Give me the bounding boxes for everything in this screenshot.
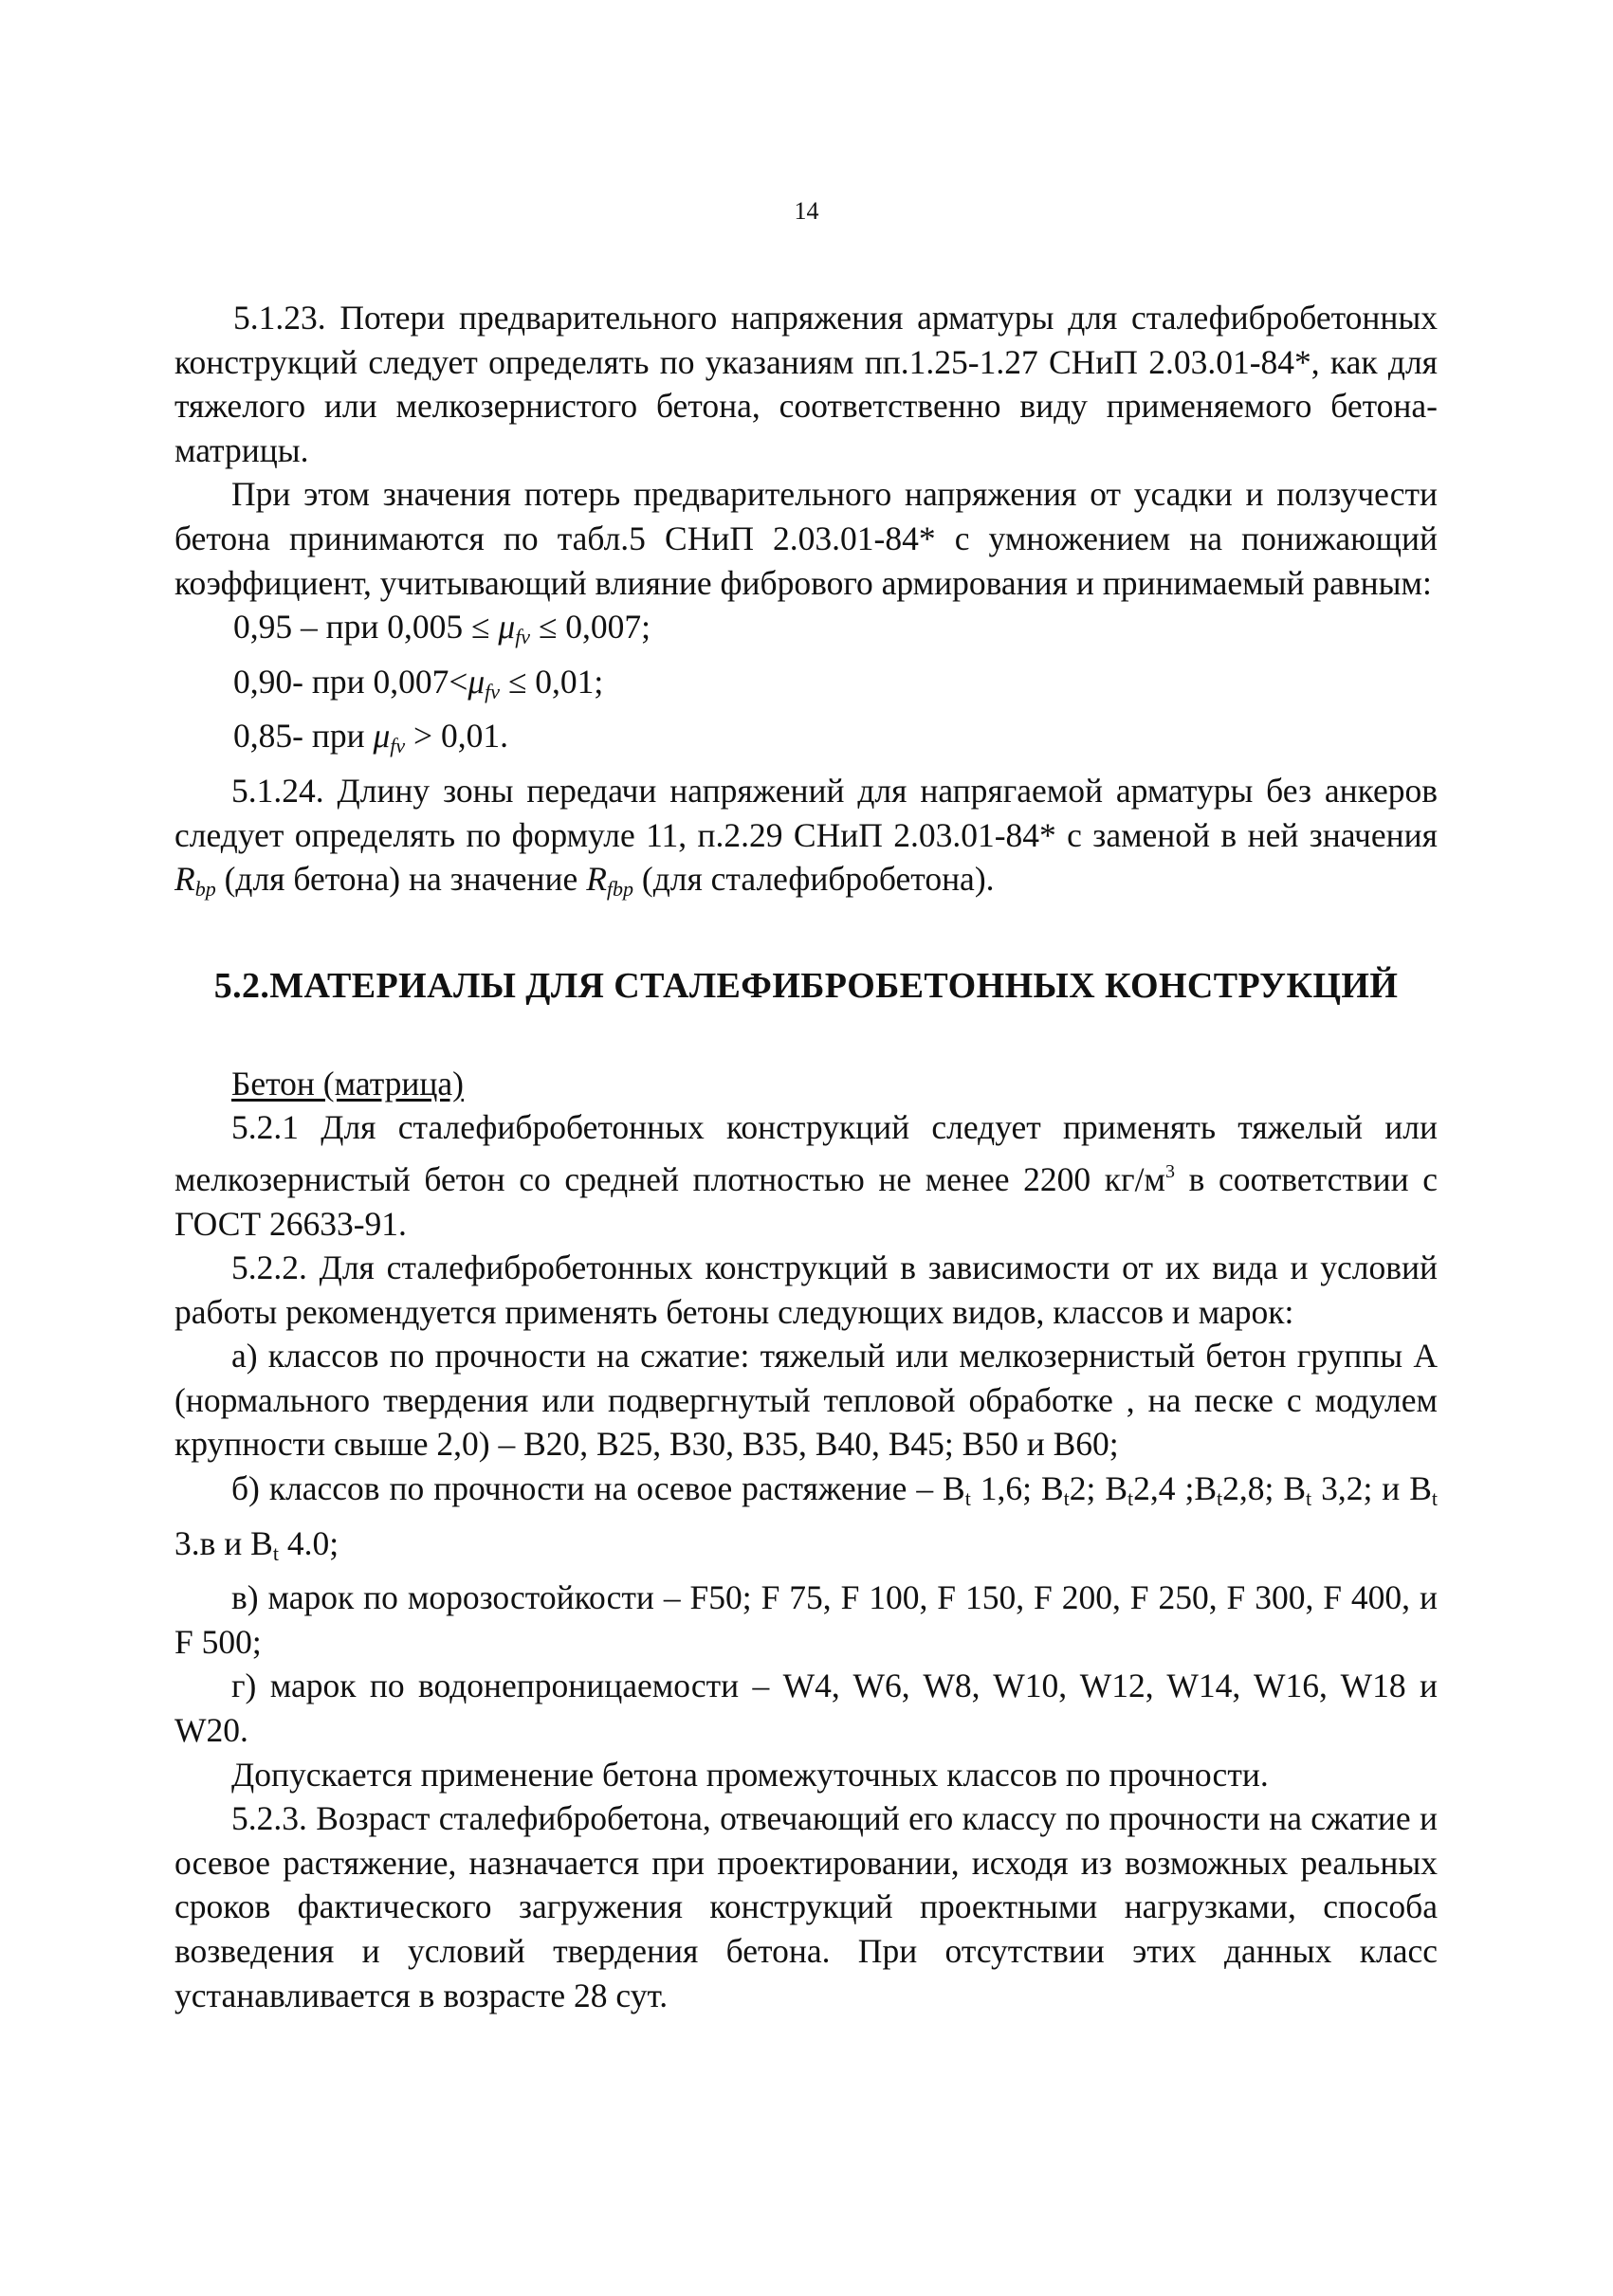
paragraph-losses: При этом значения потерь предварительного напряжения от усадки и ползучести бетона принимаются по табл.5 СНиП 2.03.01-84* с умножением на понижающий коэффициент, учитывающий влияние фибрового армирования и принимаемый равным:	[174, 475, 1438, 602]
section-heading-5-2: 5.2.МАТЕРИАЛЫ ДЛЯ СТАЛЕФИБРОБЕТОННЫХ КОНСТРУКЦИЙ	[213, 965, 1399, 1006]
page-number: 14	[794, 197, 819, 225]
subheading-concrete-matrix: Бетон (матрица)	[231, 1064, 464, 1102]
paragraph-allowed-classes: Допускается применение бетона промежуточных классов по прочности.	[231, 1755, 1269, 1794]
condition-line-2: 0,90- при $0,007<\mu_{fv} \le 0,01$;	[233, 662, 604, 703]
list-item-v: в) марок по морозостойкости – F50; F 75, F 100, F 150, F 200, F 250, F 300, F 400, и F 500;	[174, 1578, 1438, 1661]
list-item-b: б) классов по прочности на осевое растяжение – Bt 1,6; Bt2; Bt2,4 ;Bt2,8; Bt 3,2; и Bt 3.в и Bt 4.0;	[174, 1469, 1439, 1565]
paragraph-5-1-24: 5.1.24. Длину зоны передачи напряжений для напрягаемой арматуры без анкеров следует определять по формуле 11, п.2.29 СНиП 2.03.01-84* с заменой в ней значения $R_{bp}$ (для бетона) на значение $R_{fbp}$ (для сталефибробетона).	[174, 771, 1438, 902]
document-body	[174, 296, 1438, 2017]
paragraph-5-2-2: 5.2.2. Для сталефибробетонных конструкций в зависимости от их вида и условий работы рекомендуется применять бетоны следующих видов, классов и марок:	[174, 1248, 1438, 1331]
paragraph-5-2-3: 5.2.3. Возраст сталефибробетона, отвечающий его классу по прочности на сжатие и осевое растяжение, назначается при проектировании, исходя из возможных реальных сроков фактического загружения конструкций проектными нагрузками, способа возведения и условий твердения бетона. При отсутствии этих данных класс устанавливается в возрасте 28 сут.	[174, 1799, 1438, 2014]
condition-line-3: 0,85- при $\mu_{fv} > 0,01$.	[233, 717, 508, 758]
list-item-g: г) марок по водонепроницаемости – W4, W6, W8, W10, W12, W14, W16, W18 и W20.	[174, 1667, 1438, 1750]
r-bp-symbol: R	[174, 860, 195, 899]
paragraph-5-1-23: 5.1.23. Потери предварительного напряжения арматуры для сталефибробетонных конструкций следует определять по указаниям пп.1.25-1.27 СНиП 2.03.01-84*, как для тяжелого или мелкозернистого бетона, соответственно виду применяемого бетона-матрицы.	[174, 299, 1438, 469]
paragraph-5-2-1: 5.2.1 Для сталефибробетонных конструкций следует применять тяжелый или мелкозернистый бетон со средней плотностью не менее 2200 $кг/м^3$ в соответствии с ГОСТ 26633-91.	[174, 1108, 1438, 1243]
list-item-a: а) классов по прочности на сжатие: тяжелый или мелкозернистый бетон группы А (нормального твердения или подвергнутый тепловой обработке , на песке с модулем крупности свыше 2,0) – В20, В25, В30, В35, В40, В45; В50 и В60;	[174, 1337, 1438, 1464]
r-fbp-symbol: R	[586, 860, 607, 899]
condition-line-1: 0,95 – при $0,005 \le \mu_{fv} \le 0,007$;	[233, 608, 651, 649]
